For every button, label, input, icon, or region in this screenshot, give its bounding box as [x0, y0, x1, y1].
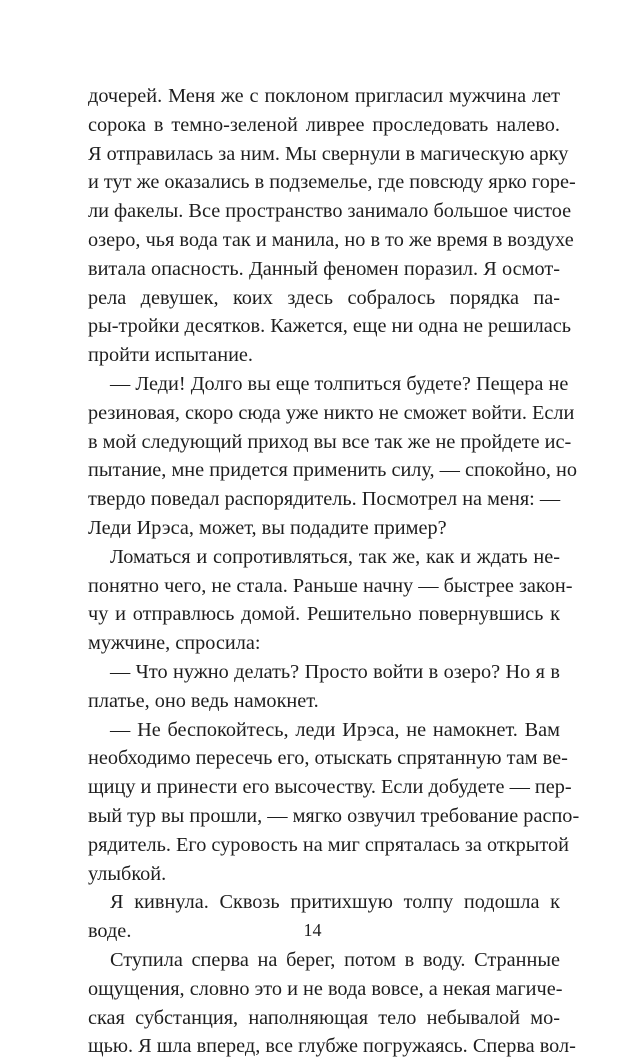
page-number: 14 — [303, 920, 322, 940]
text-line: пытание, мне придется применить силу, — спокойно, но — [88, 459, 577, 482]
text-line: Ступила сперва на берег, потом в воду. Странные — [110, 948, 560, 971]
text-line: рядитель. Его суровость на миг спряталась за открытой — [88, 833, 569, 856]
text-line: резиновая, скоро сюда уже никто не сможет войти. Если — [88, 401, 575, 424]
page-text — [88, 82, 580, 1061]
text-line: улыбкой. — [88, 862, 167, 885]
text-line: ры-тройки десятков. Кажется, еще ни одна не решилась — [88, 315, 572, 338]
text-line: озеро, чья вода так и манила, но в то же время в воздухе — [88, 228, 574, 251]
text-line: Леди Ирэса, может, вы подадите пример? — [88, 516, 447, 539]
text-line: Я кивнула. Сквозь притихшую толпу подошла к — [110, 891, 560, 914]
text-line: чу и отправлюсь домой. Решительно повернувшись к — [88, 603, 560, 626]
text-line: понятно чего, не стала. Раньше начну — быстрее закон- — [88, 574, 573, 597]
text-line: рела девушек, коих здесь собралось порядка па- — [88, 286, 560, 309]
text-line: — Не беспокойтесь, леди Ирэса, не намокнет. Вам — [110, 718, 560, 741]
text-line: пройти испытание. — [88, 344, 254, 367]
text-line: Я отправилась за ним. Мы свернули в магическую арку — [88, 142, 569, 165]
text-line: воде. — [88, 920, 132, 943]
text-line: и тут же оказались в подземелье, где повсюду ярко горе- — [88, 171, 576, 194]
text-line: ли факелы. Все пространство занимало большое чистое — [88, 200, 572, 223]
text-line: щицу и принести его высочеству. Если добудете — пер- — [88, 776, 572, 799]
text-line: — Леди! Долго вы еще толпиться будете? Пещера не — [110, 372, 569, 395]
text-line: мужчине, спросила: — [88, 632, 261, 655]
text-line: необходимо пересечь его, отыскать спрятанную там ве- — [88, 747, 568, 770]
text-line: сорока в темно-зеленой ливрее проследовать налево. — [88, 113, 560, 136]
text-line: витала опасность. Данный феномен поразил. Я осмот- — [88, 257, 560, 280]
text-line: ская субстанция, наполняющая тело небывалой мо- — [88, 1006, 560, 1029]
text-line: платье, оно ведь намокнет. — [88, 689, 319, 712]
text-line: вый тур вы прошли, — мягко озвучил требование распо- — [88, 804, 580, 827]
text-line: дочерей. Меня же с поклоном пригласил мужчина лет — [88, 85, 560, 107]
text-line: щью. Я шла вперед, все глубже погружаясь. Сперва вол- — [88, 1035, 576, 1058]
text-line: твердо поведал распорядитель. Посмотрел на меня: — — [88, 488, 561, 511]
text-line: в мой следующий приход вы все так же не пройдете ис- — [88, 430, 572, 453]
text-line: ощущения, словно это и не вода вовсе, а некая магиче- — [88, 977, 563, 1000]
text-line: — Что нужно делать? Просто войти в озеро? Но я в — [110, 660, 560, 683]
text-line: Ломаться и сопротивляться, так же, как и ждать не- — [110, 545, 560, 568]
